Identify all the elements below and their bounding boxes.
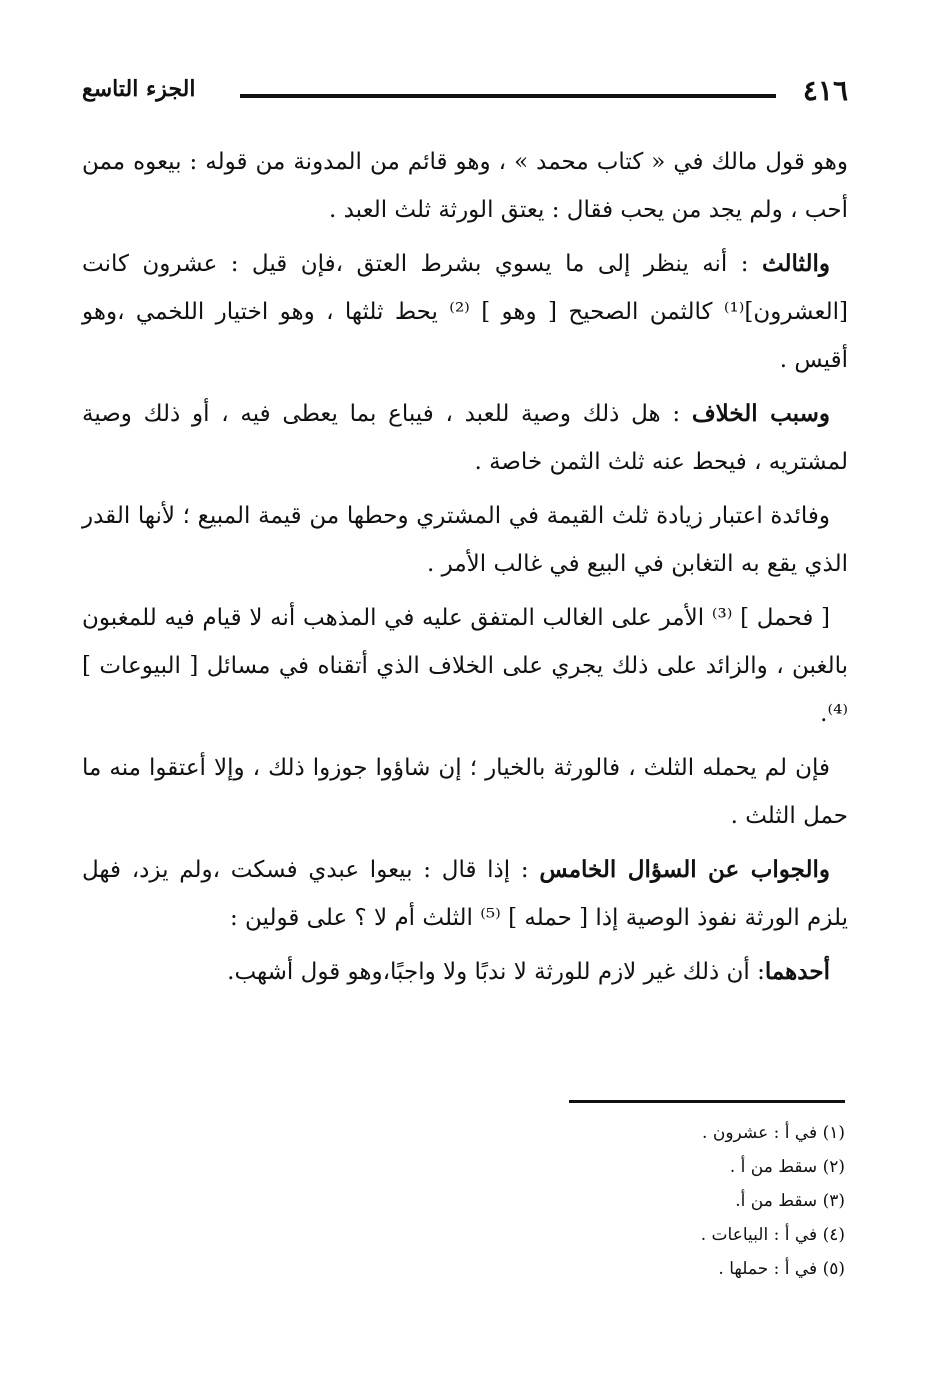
page-number: ٤١٦: [802, 74, 848, 107]
paragraph: [82, 240, 848, 384]
footnote: (٥) في أ : حملها .: [718, 1259, 845, 1279]
paragraph-text: : هل ذلك وصية للعبد ، فيباع بما يعطى فيه ، أو ذلك وصية لمشتريه ، فيحط عنه ثلث الثمن خاصة .: [82, 401, 848, 475]
paragraph-text: : إذا قال : بيعوا عبدي فسكت ،ولم يزد، فهل يلزم الورثة نفوذ الوصية إذا [ حمله ] ⁽⁵⁾ الثلث أم لا ؟ على قولين :: [82, 857, 848, 931]
paragraph-lead: والثالث: [761, 250, 830, 277]
paragraph-text: فإن لم يحمله الثلث ، فالورثة بالخيار ؛ إن شاؤوا جوزوا ذلك ، وإلا أعتقوا منه ما حمل الثلث .: [82, 755, 848, 829]
paragraph-text: وهو قول مالك في « كتاب محمد » ، وهو قائم من المدونة من قوله : بيعوه ممن أحب ، ولم يجد من يحب فقال : يعتق الورثة ثلث العبد .: [82, 149, 848, 223]
paragraph-text: وفائدة اعتبار زيادة ثلث القيمة في المشتري وحطها من قيمة المبيع ؛ لأنها القدر الذي يقع به التغابن في البيع في غالب الأمر .: [82, 503, 848, 577]
main-text: [82, 138, 848, 1002]
footnote-separator: [569, 1100, 845, 1103]
paragraph-text: : أن ذلك غير لازم للورثة لا ندبًا ولا واجبًا،وهو قول أشهب.: [227, 959, 765, 985]
paragraph: [82, 390, 848, 486]
header-rule: [240, 94, 776, 98]
footnote: (١) في أ : عشرون .: [702, 1123, 845, 1143]
running-title: الجزء التاسع: [82, 76, 196, 102]
page-header: [82, 72, 848, 116]
footnote: (٣) سقط من أ.: [735, 1191, 845, 1211]
paragraph: [82, 594, 848, 738]
paragraph-lead: أحدهما: [764, 958, 830, 985]
paragraph: [82, 744, 848, 840]
footnote: (٢) سقط من أ .: [729, 1157, 845, 1177]
paragraph: [82, 492, 848, 588]
paragraph-text: : أنه ينظر إلى ما يسوي بشرط العتق ،فإن قيل : عشرون كانت [العشرون]⁽¹⁾ كالثمن الصحيح [ وهو ] ⁽²⁾ يحط ثلثها ، وهو اختيار اللخمي ،وهو أقيس .: [82, 251, 849, 373]
footnote: (٤) في أ : البياعات .: [700, 1225, 845, 1245]
paragraph-lead: وسبب الخلاف: [691, 400, 830, 427]
footnotes: [345, 1116, 845, 1286]
paragraph: [82, 948, 848, 996]
paragraph: [82, 846, 848, 942]
paragraph: [82, 138, 848, 234]
paragraph-text: [ فحمل ] ⁽³⁾ الأمر على الغالب المتفق عليه في المذهب أنه لا قيام فيه للمغبون بالغبن ، والزائد على ذلك يجري على الخلاف الذي أتقناه في مسائل [ البيوعات ] ⁽⁴⁾.: [82, 605, 848, 727]
paragraph-lead: والجواب عن السؤال الخامس: [539, 856, 830, 883]
